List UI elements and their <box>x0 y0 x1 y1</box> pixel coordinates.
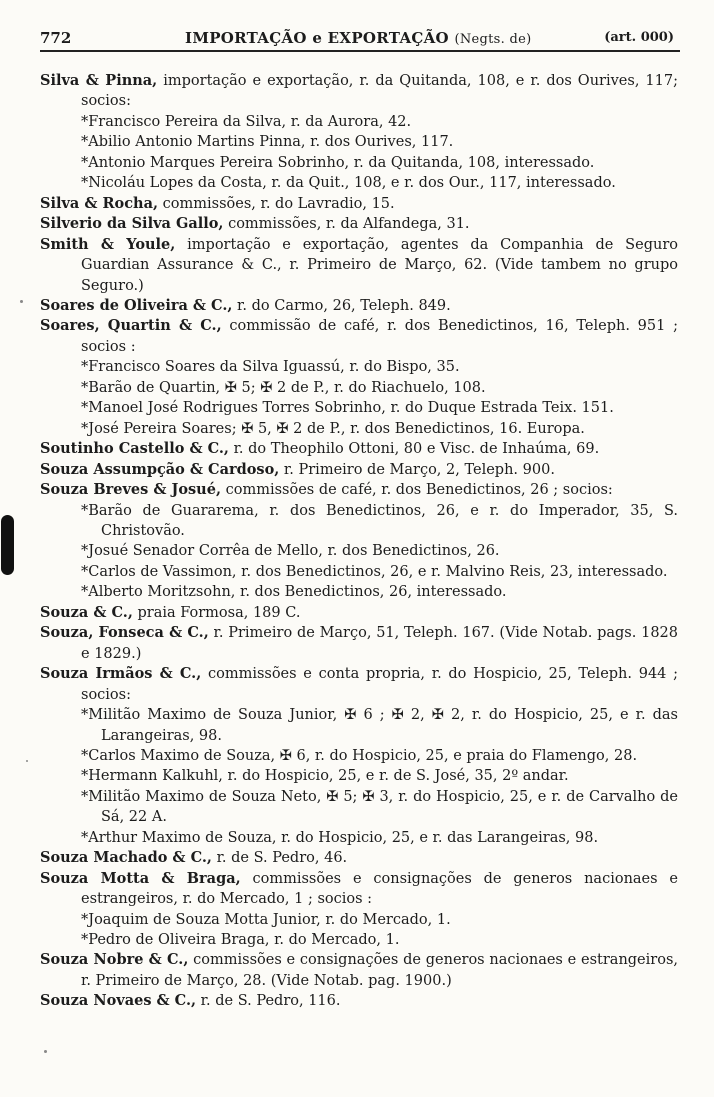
entry-firm-name: Silva & Rocha, <box>40 194 159 212</box>
page-header <box>40 29 680 51</box>
directory-entry <box>40 480 678 500</box>
partner-line: *Abilio Antonio Martins Pinna, r. dos Ourives, 117. <box>81 134 454 151</box>
partner-line: *Hermann Kalkuhl, r. do Hospicio, 25, e r. de S. José, 35, 2º andar. <box>81 768 569 785</box>
article-number: (art. 000) <box>604 30 674 45</box>
directory-entry <box>40 296 678 316</box>
directory-entry <box>40 439 678 459</box>
directory-entry <box>40 950 678 991</box>
entry-firm-name: Soares de Oliveira & C., <box>40 296 233 314</box>
directory-entry <box>40 603 678 623</box>
entry-firm-name: Souza, Fonseca & C., <box>40 624 209 642</box>
section-title: IMPORTAÇÃO e EXPORTAÇÃO <box>185 29 449 47</box>
entry-details: importação e exportação, agentes da Companhia de Seguro Guardian Assurance & C., r. Primeiro de Março, 62. (Vide tambem no grupo Seguro.) <box>81 236 678 294</box>
partner-line: *Arthur Maximo de Souza, r. do Hospicio, 25, e r. das Larangeiras, 98. <box>81 829 599 846</box>
entry-details: importação e exportação, r. da Quitanda, 108, e r. dos Ourives, 117; socios: <box>81 73 678 110</box>
entry-details: r. Primeiro de Março, 51, Teleph. 167. (Vide Notab. pags. 1828 e 1829.) <box>81 625 678 662</box>
partner-line: *Nicoláu Lopes da Costa, r. da Quit., 108, e r. dos Our., 117, interessado. <box>81 175 616 192</box>
directory-entry <box>40 664 678 705</box>
entry-firm-name: Souza Irmãos & C., <box>40 665 202 683</box>
partner-line: *Militão Maximo de Souza Junior, ✠ 6 ; ✠ 2, ✠ 2, r. do Hospicio, 25, e r. das Larangeiras, 98. <box>81 707 678 744</box>
entry-firm-name: Soutinho Castello & C., <box>40 440 229 458</box>
entry-firm-name: Souza Breves & Josué, <box>40 481 221 499</box>
partner-line: *Barão de Quartin, ✠ 5; ✠ 2 de P., r. do Riachuelo, 108. <box>81 379 486 396</box>
directory-entry <box>40 869 678 910</box>
entry-firm-name: Souza & C., <box>40 603 133 621</box>
partner-line: *Francisco Soares da Silva Iguassú, r. do Bispo, 35. <box>81 359 460 376</box>
entry-details: r. do Carmo, 26, Teleph. 849. <box>232 297 451 314</box>
entry-details: r. de S. Pedro, 46. <box>211 850 348 867</box>
paper-speck <box>44 1050 47 1053</box>
entry-details: r. Primeiro de Março, 2, Teleph. 900. <box>279 461 555 478</box>
directory-entry <box>40 991 678 1011</box>
directory-entry <box>40 71 678 112</box>
partner-line: *Joaquim de Souza Motta Junior, r. do Mercado, 1. <box>81 911 451 928</box>
entry-firm-name: Souza Assumpção & Cardoso, <box>40 460 280 478</box>
binding-mark <box>1 515 14 575</box>
entry-details: praia Formosa, 189 C. <box>132 604 301 621</box>
entry-details: r. do Theophilo Ottoni, 80 e Visc. de Inhaúma, 69. <box>228 441 600 458</box>
section-subtitle: (Negts. de) <box>454 32 532 47</box>
entry-firm-name: Souza Motta & Braga, <box>40 869 241 887</box>
entry-details: commissões, r. do Lavradio, 15. <box>158 195 395 212</box>
paper-speck <box>26 760 28 762</box>
entry-details: commissões e consignações de generos nacionaes e estrangeiros, r. Primeiro de Março, 28. (Vide Notab. pag. 1900.) <box>81 952 678 989</box>
directory-entry <box>40 235 678 296</box>
partner-line: *Pedro de Oliveira Braga, r. do Mercado, 1. <box>81 932 400 949</box>
entry-firm-name: Smith & Youle, <box>40 235 176 253</box>
directory-entry <box>40 623 678 664</box>
page-number: 772 <box>40 29 72 47</box>
partner-line: *Manoel José Rodrigues Torres Sobrinho, r. do Duque Estrada Teix. 151. <box>81 400 614 417</box>
entry-details: commissão de café, r. dos Benedictinos, 16, Teleph. 951 ; socios : <box>81 318 679 355</box>
entry-firm-name: Souza Machado & C., <box>40 849 212 867</box>
header-rule <box>40 50 680 52</box>
entry-firm-name: Silverio da Silva Gallo, <box>40 215 224 233</box>
entry-firm-name: Silva & Pinna, <box>40 72 158 89</box>
directory-entry <box>40 460 678 480</box>
partner-line: *Alberto Moritzsohn, r. dos Benedictinos, 26, interessado. <box>81 584 507 601</box>
entry-firm-name: Soares, Quartin & C., <box>40 317 222 335</box>
partner-line: *Barão de Guararema, r. dos Benedictinos, 26, e r. do Imperador, 35, S. Christovão. <box>81 502 678 539</box>
partner-line: *Carlos Maximo de Souza, ✠ 6, r. do Hospicio, 25, e praia do Flamengo, 28. <box>81 747 638 764</box>
paper-speck <box>20 300 23 303</box>
directory-listing <box>40 71 678 1012</box>
partner-line: *Antonio Marques Pereira Sobrinho, r. da Quitanda, 108, interessado. <box>81 154 595 171</box>
entry-details: commissões e consignações de generos nacionaes e estrangeiros, r. do Mercado, 1 ; socios : <box>81 870 678 908</box>
partner-line: *Josué Senador Corrêa de Mello, r. dos Benedictinos, 26. <box>81 543 500 560</box>
directory-entry <box>40 214 678 234</box>
entry-firm-name: Souza Novaes & C., <box>40 992 197 1010</box>
directory-entry <box>40 316 678 357</box>
partner-line: *Carlos de Vassimon, r. dos Benedictinos, 26, e r. Malvino Reis, 23, interessado. <box>81 563 668 580</box>
entry-details: commissões de café, r. dos Benedictinos, 26 ; socios: <box>221 482 613 499</box>
partner-line: *Militão Maximo de Souza Neto, ✠ 5; ✠ 3, r. do Hospicio, 25, e r. de Carvalho de Sá, 22 A. <box>81 788 678 826</box>
entry-details: r. de S. Pedro, 116. <box>196 993 341 1010</box>
entry-details: commissões e conta propria, r. do Hospicio, 25, Teleph. 944 ; socios: <box>81 666 678 703</box>
partner-line: *José Pereira Soares; ✠ 5, ✠ 2 de P., r. dos Benedictinos, 16. Europa. <box>81 420 585 437</box>
directory-entry <box>40 848 678 868</box>
page-title <box>185 29 531 47</box>
entry-details: commissões, r. da Alfandega, 31. <box>223 216 470 233</box>
partner-line: *Francisco Pereira da Silva, r. da Aurora, 42. <box>81 113 412 130</box>
directory-entry <box>40 194 678 214</box>
entry-firm-name: Souza Nobre & C., <box>40 951 189 969</box>
